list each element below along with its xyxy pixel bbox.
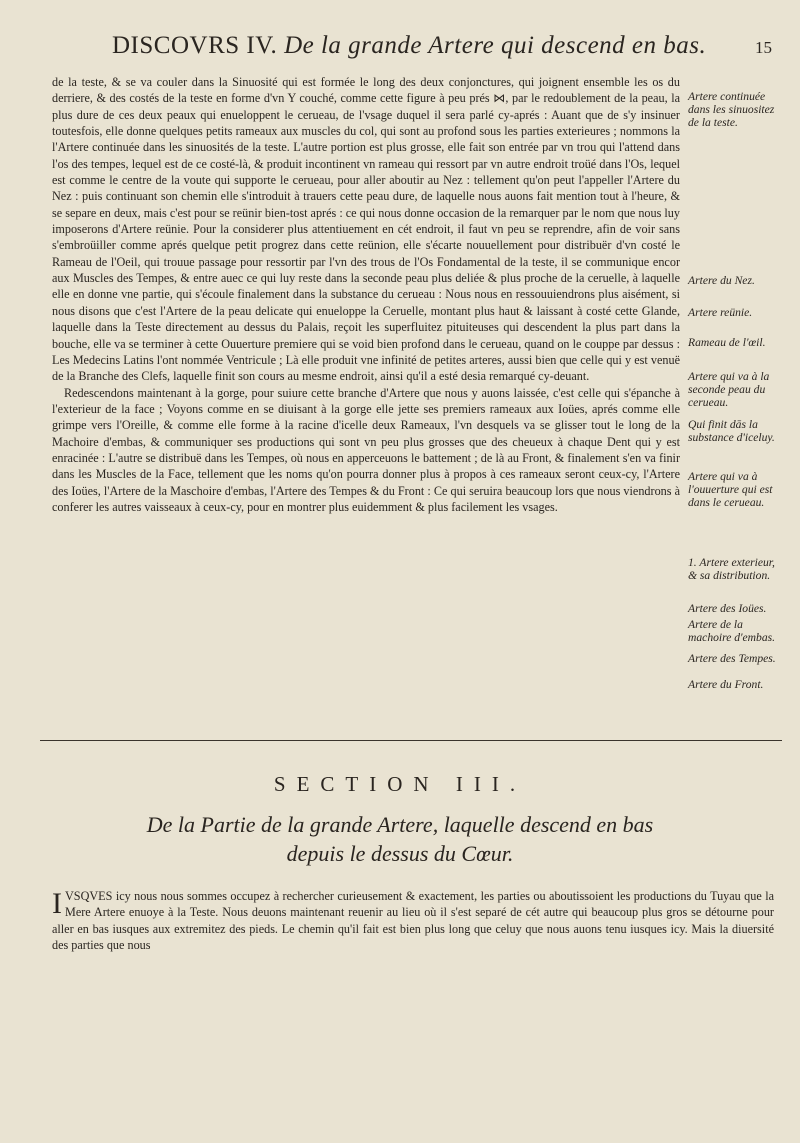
section-paragraph (52, 888, 774, 953)
margin-note: Qui finit dās la substance d'iceluy. (688, 418, 775, 444)
margin-note: Artere de la machoire d'embas. (688, 618, 776, 644)
running-header (52, 28, 772, 68)
margin-note: Artere du Front. (688, 678, 764, 691)
main-text-block (52, 74, 680, 515)
margin-note: Artere qui va à la seconde peau du cerueau. (688, 370, 770, 409)
margin-note: 1. Artere exterieur, & sa distribution. (688, 556, 775, 582)
section-divider (40, 740, 782, 741)
margin-note: Artere continuée dans les sinuositez de la teste. (688, 90, 775, 129)
drop-capital: I (52, 887, 62, 920)
margin-note: Artere des Ioües. (688, 602, 767, 615)
section-subtitle-line: De la Partie de la grande Artere, laquelle descend en bas (146, 812, 654, 837)
margin-note: Artere reünie. (688, 306, 753, 319)
section-text-block (52, 888, 774, 953)
paragraph: Redescendons maintenant à la gorge, pour suiure cette branche d'Artere que nous y auons laissée, c'est celle qui s'épanche à l'exterieur de la face ; Voyons comme en se diuisant à la gorge elle jette ses premiers rameaux aux Ioües, aprés comme elle grimpe vers l'Oreille, & comme elle forme à la racine d'icelle deux Rameaux, l'vn desquels va se glisser tout le long de la Machoire d'embas, & communiquer ses productions qui sont vn peu plus grosses que des cheueux à chaque Dent qui y est enracinée : L'autre se distribuë dans les Tempes, où nous en apperceuons le battement ; de là au Front, & finalement s'en va finir dans les Muscles de la Face, tellement que les noms qu'on pourra donner plus à propos à ces rameaux seront ceux-cy, l'Artere des Ioües, l'Artere de la Maschoire d'embas, l'Artere des Tempes & du Front : Ce qui seruira beaucoup lors que nous viendrons à conferer les autres vaisseaux à ceux-cy, pour en montrer plus euidemment & plus facilement les vsages. (52, 385, 680, 514)
margin-note: Rameau de l'œil. (688, 336, 766, 349)
section-subtitle-line: depuis le dessus du Cœur. (286, 841, 514, 866)
section-heading: SECTION III. (273, 772, 527, 796)
margin-note: Artere du Nez. (688, 274, 755, 287)
margin-note: Artere qui va à l'ouuerture qui est dans le cerueau. (688, 470, 773, 509)
running-title-italic: De la grande Artere qui descend en bas. (284, 32, 707, 59)
paragraph: de la teste, & se va couler dans la Sinuosité qui est formée le long des deux conjonctures, qui joignent ensemble les os du derriere, & des costés de la teste en forme d'vn Y couché, comme cette figure à peu prés ⋈, par le redoublement de la peau, la plus dure de ces deux peaux qui enueloppent le cerueau, de l'vsage duquel il sera parlé cy-aprés : Auant que de s'y insinuer toutesfois, elle donne quelques petits rameaux aux muscles du col, qui sont au profond sous les parties exterieures ; nommons la l'Artere continuée dans les sinuosités de la teste. L'autre portion est plus grosse, elle fait son entrée par vn trou qui l'attend dans l'os des tempes, lequel est de ce costé-là, & produit incontinent vn rameau qui ressort par vn autre endroit troüé dans l'Os, lequel est comme le centre de la voute qui supporte le cerueau, pour aller aboutir au Nez : tellement qu'on peut l'appeller l'Artere du Nez : puis continuant son chemin elle s'introduit à trauers cette peau dure, de laquelle nous auons fait mention tout à l'heure, & se separe en deux, mais c'est pour se reünir bien-tost aprés : ce qui nous donne occasion de la remarquer par le nom que nous luy imposerons d'Artere reünie. Pour la considerer plus attentiuement en cét endroit, il faut vn peu se reprendre, afin de voir sans s'embroüiller comme aprés quelque petit progrez dans cette reünion, elle s'écarte nouuellement pour distribuër d'vn costé le Rameau de l'Oeil, qui trouue passage pour ressortir par l'vn des trous de l'Os Fondamental de la teste, il se communique encor aux Muscles des Tempes, & entre auec ce qui luy reste dans la seconde peau plus deliée & plus proche de la ceruelle, à laquelle elle en donne vne partie, qui s'écoule finalement dans la substance du cerueau : Nous nous en ressouuiendrons plus aisément, si nous disons que c'est l'Artere de la peau delicate qui enueloppe la Ceruelle, montant plus haut & laissant à costé cette Glande, laquelle dans la Teste directement au dessus du Palais, reçoit les superfluitez pituiteuses qui descendent la plus part dans la bouche, elle va se terminer à cette Ouuerture premiere qui se void bien profond dans le cerueau, quand on le couppe par dessus : Les Medecins Latins l'ont nommée Ventricule ; Là elle produit vne infinité de petites arteres, aussi bien que celle qui y est venuë de la Branche des Clefs, laquelle finit son cours au mesme endroit, ainsi qu'il a esté desia remarqué cy-deuant. (52, 75, 680, 384)
margin-note: Artere des Tempes. (688, 652, 776, 665)
running-title (112, 32, 706, 60)
page-number: 15 (755, 38, 772, 57)
section-subtitle (40, 810, 760, 868)
running-title-prefix: DISCOVRS IV. (112, 32, 285, 59)
section-paragraph-text: VSQVES icy nous nous sommes occupez à rechercher curieusement & exactement, les parties ou aboutissoient les productions du Tuyau que la Mere Artere enuoye à la Teste. Nous deuons maintenant reuenir au lieu où il s'est separé de cét autre qui beaucoup plus gros se détourne pour aller en bas iusques aux extremitez des pieds. Le chemin qu'il fait est bien plus long que celuy que nous auons tenu iusques icy. Mais la diuersité des parties que nous (52, 889, 774, 953)
